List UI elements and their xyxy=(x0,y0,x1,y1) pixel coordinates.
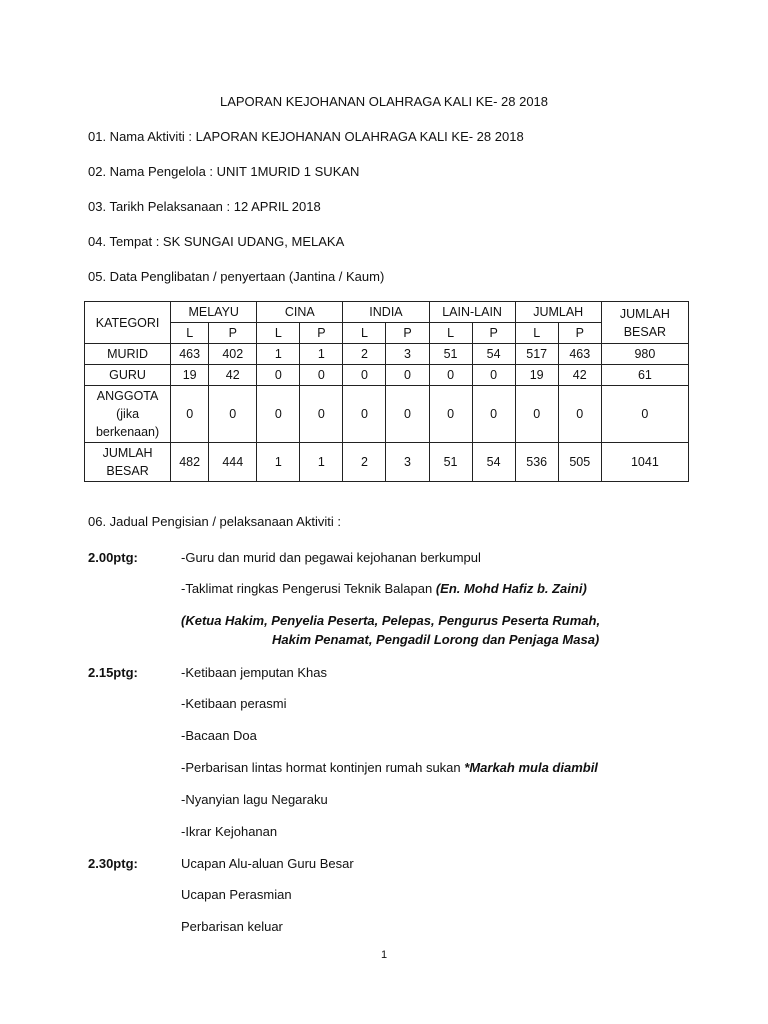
table-cell: 0 xyxy=(300,365,343,386)
schedule-item xyxy=(181,581,587,596)
report-title: LAPORAN KEJOHANAN OLAHRAGA KALI KE- 28 2018 xyxy=(219,94,549,109)
table-cell: 463 xyxy=(171,344,209,365)
sub-l: L xyxy=(171,323,209,344)
table-subheader-row xyxy=(85,323,689,344)
table-row-murid xyxy=(85,344,689,365)
schedule-item-text: -Taklimat ringkas Pengerusi Teknik Balapan xyxy=(181,581,436,596)
table-cell-total: 0 xyxy=(601,386,688,443)
table-cell: 51 xyxy=(429,344,472,365)
sub-l: L xyxy=(515,323,558,344)
table-row-jumlah-besar xyxy=(85,443,689,482)
sub-p: P xyxy=(300,323,343,344)
schedule-time-2: 2.15ptg: xyxy=(88,665,138,680)
table-cell: 0 xyxy=(386,386,429,443)
table-cell: 0 xyxy=(209,386,257,443)
table-cell: 2 xyxy=(343,344,386,365)
sub-p: P xyxy=(386,323,429,344)
table-cell: 505 xyxy=(558,443,601,482)
table-cell: 444 xyxy=(209,443,257,482)
table-cell: 0 xyxy=(429,386,472,443)
table-cell: 0 xyxy=(515,386,558,443)
table-cell: 463 xyxy=(558,344,601,365)
page-number: 1 xyxy=(380,949,388,961)
table-cell: 51 xyxy=(429,443,472,482)
table-cell: 0 xyxy=(472,365,515,386)
schedule-time-3: 2.30ptg: xyxy=(88,856,138,871)
table-cell: 0 xyxy=(472,386,515,443)
sub-l: L xyxy=(429,323,472,344)
table-cell: 1 xyxy=(300,443,343,482)
table-cell: 0 xyxy=(558,386,601,443)
field-activity-name: 01. Nama Aktiviti : LAPORAN KEJOHANAN OLAHRAGA KALI KE- 28 2018 xyxy=(88,129,524,144)
schedule-heading: 06. Jadual Pengisian / pelaksanaan Aktiviti : xyxy=(88,514,341,529)
table-cell: 536 xyxy=(515,443,558,482)
table-cell: 0 xyxy=(257,386,300,443)
row-label-line: JUMLAH xyxy=(102,446,153,460)
row-label-line: berkenaan) xyxy=(95,425,160,439)
sub-l: L xyxy=(343,323,386,344)
field-venue: 04. Tempat : SK SUNGAI UDANG, MELAKA xyxy=(88,234,345,249)
sub-p: P xyxy=(558,323,601,344)
schedule-item-emphasis: (En. Mohd Hafiz b. Zaini) xyxy=(435,581,587,596)
sub-p: P xyxy=(209,323,257,344)
table-header-row xyxy=(85,302,689,323)
schedule-item: -Guru dan murid dan pegawai kejohanan berkumpul xyxy=(181,550,481,565)
table-cell: 19 xyxy=(171,365,209,386)
table-cell: 0 xyxy=(171,386,209,443)
schedule-item: -Bacaan Doa xyxy=(181,728,257,743)
table-cell-total: 61 xyxy=(601,365,688,386)
header-lain-lain: LAIN-LAIN xyxy=(429,302,515,323)
table-cell: 402 xyxy=(209,344,257,365)
field-date: 03. Tarikh Pelaksanaan : 12 APRIL 2018 xyxy=(88,199,321,214)
row-label-line: ANGGOTA xyxy=(96,389,159,403)
table-row-guru xyxy=(85,365,689,386)
header-jumlah-besar-line2: BESAR xyxy=(623,324,667,339)
table-cell: 2 xyxy=(343,443,386,482)
participation-table xyxy=(84,301,689,482)
schedule-item: -Nyanyian lagu Negaraku xyxy=(181,792,328,807)
schedule-item xyxy=(181,760,598,775)
schedule-item: -Ketibaan perasmi xyxy=(181,696,287,711)
schedule-note-line: Hakim Penamat, Pengadil Lorong dan Penjaga Masa) xyxy=(272,632,600,647)
header-melayu: MELAYU xyxy=(171,302,257,323)
table-cell: 0 xyxy=(429,365,472,386)
field-organizer: 02. Nama Pengelola : UNIT 1MURID 1 SUKAN xyxy=(88,164,360,179)
header-jumlah-besar xyxy=(601,302,688,344)
header-india: INDIA xyxy=(343,302,429,323)
schedule-item: Ucapan Perasmian xyxy=(181,887,292,902)
header-cina: CINA xyxy=(257,302,343,323)
schedule-item-text: -Perbarisan lintas hormat kontinjen rumah sukan xyxy=(181,760,465,775)
schedule-note-line: (Ketua Hakim, Penyelia Peserta, Pelepas, Pengurus Peserta Rumah, xyxy=(181,613,601,628)
table-cell: 54 xyxy=(472,443,515,482)
table-cell: 3 xyxy=(386,344,429,365)
schedule-item: -Ikrar Kejohanan xyxy=(181,824,278,839)
sub-p: P xyxy=(472,323,515,344)
table-cell-total: 980 xyxy=(601,344,688,365)
table-cell: 482 xyxy=(171,443,209,482)
header-kategori: KATEGORI xyxy=(85,302,171,344)
header-jumlah-besar-line1: JUMLAH xyxy=(619,306,670,321)
table-cell: 19 xyxy=(515,365,558,386)
schedule-item: Ucapan Alu-aluan Guru Besar xyxy=(181,856,354,871)
row-label xyxy=(85,443,171,482)
table-cell: 0 xyxy=(300,386,343,443)
row-label: GURU xyxy=(85,365,171,386)
schedule-item: -Ketibaan jemputan Khas xyxy=(181,665,327,680)
table-cell: 3 xyxy=(386,443,429,482)
table-cell: 0 xyxy=(386,365,429,386)
table-cell: 1 xyxy=(300,344,343,365)
row-label-line: BESAR xyxy=(106,464,149,478)
row-label: MURID xyxy=(85,344,171,365)
sub-l: L xyxy=(257,323,300,344)
header-jumlah: JUMLAH xyxy=(515,302,601,323)
table-cell: 0 xyxy=(257,365,300,386)
table-cell-total: 1041 xyxy=(601,443,688,482)
table-cell: 517 xyxy=(515,344,558,365)
row-label-line: (jika xyxy=(116,407,140,421)
table-cell: 42 xyxy=(558,365,601,386)
table-cell: 0 xyxy=(343,365,386,386)
table-cell: 1 xyxy=(257,443,300,482)
table-cell: 1 xyxy=(257,344,300,365)
table-cell: 54 xyxy=(472,344,515,365)
table-row-anggota xyxy=(85,386,689,443)
table-cell: 0 xyxy=(343,386,386,443)
schedule-item-emphasis: *Markah mula diambil xyxy=(464,760,598,775)
row-label xyxy=(85,386,171,443)
table-cell: 42 xyxy=(209,365,257,386)
field-participation-data: 05. Data Penglibatan / penyertaan (Jantina / Kaum) xyxy=(88,269,385,284)
schedule-time-1: 2.00ptg: xyxy=(88,550,138,565)
schedule-item: Perbarisan keluar xyxy=(181,919,283,934)
